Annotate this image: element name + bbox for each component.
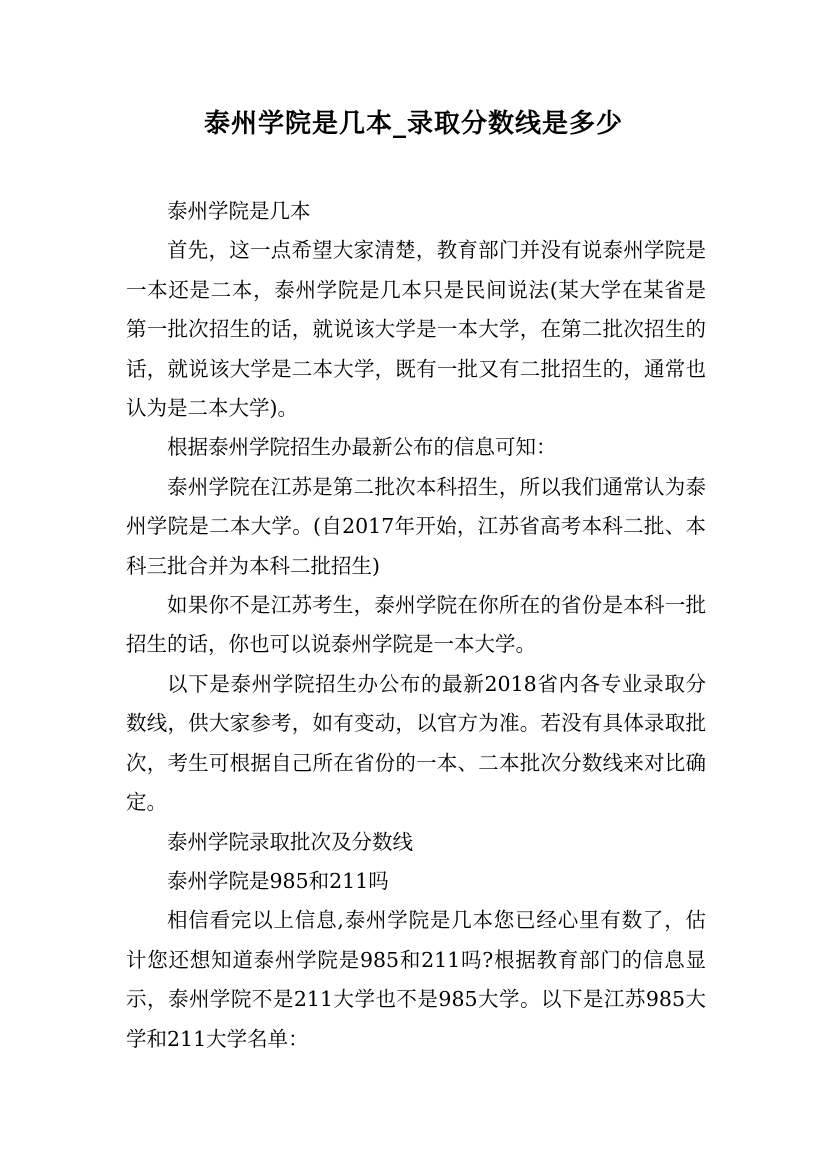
paragraph-heading-985-211: 泰州学院是985和211吗 xyxy=(167,868,389,893)
paragraph: 根据泰州学院招生办最新公布的信息可知： xyxy=(167,435,557,460)
paragraph: 相信看完以上信息,泰州学院是几本您已经心里有数了，估计您还想知道泰州学院是985和211吗?根据教育部门的信息显示，泰州学院不是211大学也不是985大学。以下是江苏985大学和211大学名单： xyxy=(126,908,706,1051)
paragraph: 如果你不是江苏考生，泰州学院在你所在的省份是本科一批招生的话，你也可以说泰州学院是一本大学。 xyxy=(126,593,706,657)
paragraph: 泰州学院在江苏是第二批次本科招生，所以我们通常认为泰州学院是二本大学。(自2017年开始，江苏省高考本科二批、本科三批合并为本科二批招生) xyxy=(126,474,706,578)
document-body xyxy=(126,192,706,1059)
document-title: 泰州学院是几本_录取分数线是多少 xyxy=(203,109,623,139)
paragraph: 以下是泰州学院招生办公布的最新2018省内各专业录取分数线，供大家参考，如有变动，以官方为准。若没有具体录取批次，考生可根据自己所在省份的一本、二本批次分数线来对比确定。 xyxy=(126,671,706,815)
paragraph: 首先，这一点希望大家清楚，教育部门并没有说泰州学院是一本还是二本，泰州学院是几本只是民间说法(某大学在某省是第一批次招生的话，就说该大学是一本大学，在第二批次招生的话，就说该大学是二本大学，既有一批又有二批招生的，通常也认为是二本大学)。 xyxy=(126,238,706,421)
paragraph-heading-admission-scores: 泰州学院录取批次及分数线 xyxy=(167,829,413,854)
paragraph-heading-which-tier: 泰州学院是几本 xyxy=(167,199,311,223)
